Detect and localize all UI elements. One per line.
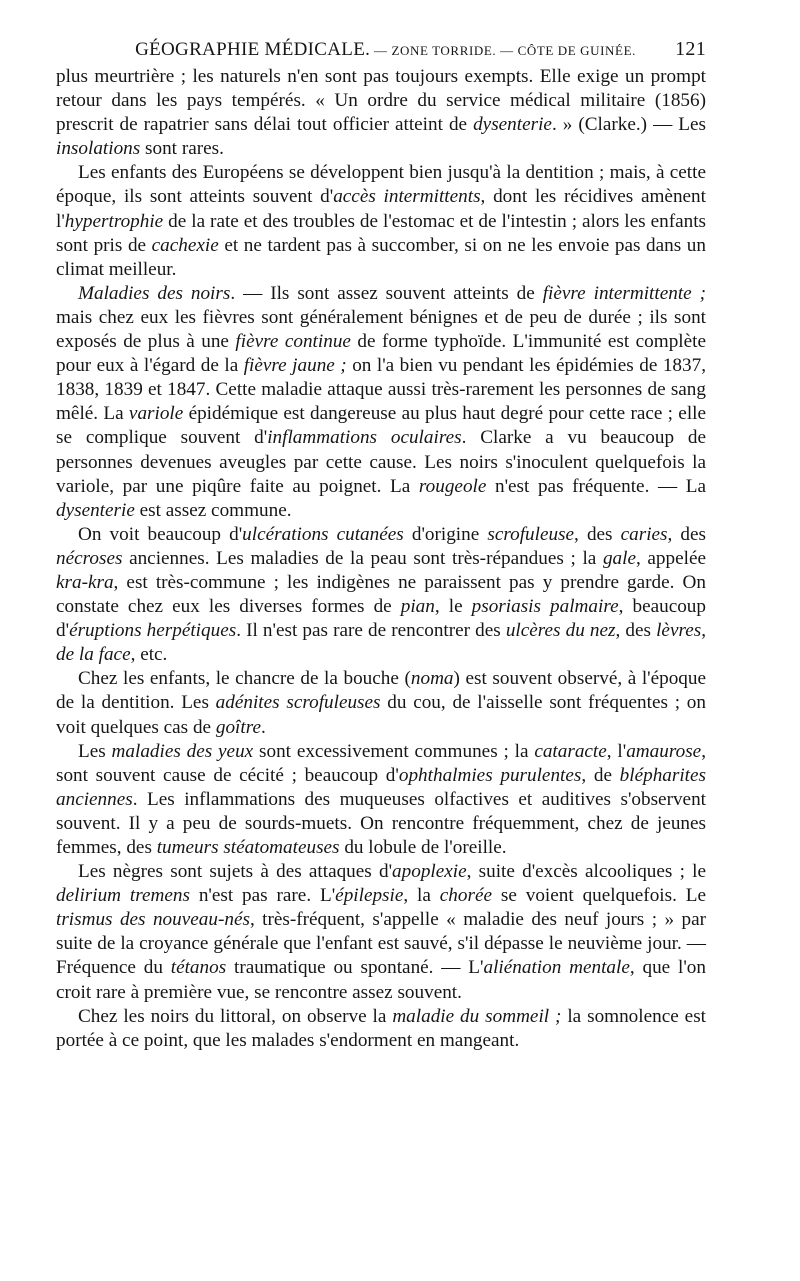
text-run: mais chez eux les fièvres sont généralement bénignes et de peu de durée ; ils sont exposés de plus à une — [56, 306, 706, 353]
body-text — [56, 65, 706, 1053]
text-run: Les nègres sont sujets à des attaques d' — [78, 861, 393, 883]
paragraph — [56, 161, 706, 281]
italic-term: ulcères du nez — [505, 620, 616, 642]
italic-term: dysenterie — [56, 499, 135, 521]
text-run: n'est pas fréquente. — La — [486, 475, 706, 497]
text-run: on l'a bien vu pendant les épidémies de 1837, 1838, 1839 et 1847. Cette maladie attaque aussi très-rarement les personnes de sang mêlé. La — [56, 355, 707, 425]
italic-term: aliénation mentale — [483, 957, 630, 979]
italic-term: amaurose — [626, 740, 702, 762]
text-run: , suite d'excès alcooliques ; le — [466, 861, 706, 883]
italic-term: ulcérations cutanées — [242, 523, 404, 545]
italic-term: kra-kra — [56, 571, 114, 593]
italic-term: blépharites anciennes — [56, 764, 706, 810]
text-run: , de — [581, 764, 620, 786]
text-run: d'origine — [403, 523, 488, 545]
running-title-left: GÉOGRAPHIE MÉDICALE. — [135, 39, 371, 60]
italic-term: insolations — [56, 138, 141, 160]
text-run: n'est pas rare. L' — [189, 885, 336, 907]
running-title — [56, 39, 675, 61]
italic-term: fièvre continue — [235, 331, 351, 353]
italic-term: maladies des yeux — [111, 740, 254, 762]
italic-term: noma — [410, 668, 454, 690]
text-run: du cou, de l'aisselle sont fréquentes ; on voit quelques cas de — [56, 692, 706, 738]
italic-term: nécroses — [56, 547, 123, 569]
text-run: , le — [434, 596, 472, 618]
text-run: . Clarke a vu beaucoup de personnes devenues aveugles par cette cause. Les noirs s'inoculent quelquefois la variole, par une piqûre faite au poignet. La — [56, 427, 706, 497]
page-number: 121 — [675, 38, 706, 60]
running-title-section: — ZONE TORRIDE. — CÔTE DE GUINÉE. — [370, 43, 636, 58]
text-run: et ne tardent pas à succomber, si on ne les envoie pas dans un climat meilleur. — [56, 234, 706, 280]
italic-term: lèvres — [656, 620, 702, 642]
text-run: sont excessivement communes ; la — [253, 740, 535, 762]
paragraph — [56, 282, 706, 523]
text-run: , des — [667, 523, 707, 545]
text-run: Les enfants des Européens se développent bien jusqu'à la dentition ; mais, à cette époque, ils sont atteints souvent d' — [56, 162, 706, 208]
text-run: , des — [615, 620, 657, 642]
italic-term: pian — [400, 596, 435, 618]
italic-term: apoplexie — [392, 861, 467, 883]
text-run: , appelée — [635, 547, 706, 569]
text-run: , très-fréquent, s'appelle « maladie des neuf jours ; » par suite de la croyance générale que l'enfant est sauvé, s'il dépasse le neuvième jour. — Fréquence du — [56, 909, 706, 979]
text-run: ) est souvent observé, à l'époque de la dentition. Les — [56, 668, 707, 714]
paragraph — [56, 65, 706, 161]
italic-term: scrofuleuse — [487, 523, 575, 545]
text-run: , des — [574, 523, 621, 545]
italic-term: tétanos — [170, 957, 227, 979]
text-run: . — Ils sont assez souvent atteints de — [230, 282, 543, 304]
text-run: la somnolence est portée à ce point, que les malades s'endorment en mangeant. — [56, 1005, 706, 1051]
text-run: plus meurtrière ; les naturels n'en sont pas toujours exempts. Elle exige un prompt retour dans les pays tempérés. « Un ordre du service médical militaire (1856) prescrit de rapatrier sans délai tout officier atteint de — [56, 66, 706, 136]
running-header — [56, 38, 706, 61]
text-run: sont rares. — [140, 138, 224, 160]
text-run: de la rate et des troubles de l'estomac et de l'intestin ; alors les enfants sont pris de — [56, 210, 706, 256]
italic-term: delirium tremens — [56, 885, 190, 907]
italic-term: cachexie — [151, 234, 219, 256]
text-run: anciennes. Les maladies de la peau sont très-répandues ; la — [122, 547, 603, 569]
italic-term: accès intermittents — [333, 186, 481, 208]
italic-term: maladie du sommeil ; — [392, 1005, 562, 1027]
text-run: , beaucoup d' — [56, 596, 706, 642]
text-run: On voit beaucoup d' — [78, 523, 243, 545]
italic-term: Maladies des noirs — [78, 282, 231, 304]
text-run: , que l'on croit rare à première vue, se rencontre assez souvent. — [56, 957, 706, 1003]
text-run: . Les inflammations des muqueuses olfactives et auditives s'observent souvent. Il y a peu de sourds-muets. On rencontre fréquemment, chez de jeunes femmes, des — [56, 788, 706, 858]
paragraph — [56, 667, 706, 739]
text-run: , dont les récidives amènent l' — [56, 186, 706, 232]
text-run: . » (Clarke.) — Les — [551, 114, 706, 136]
text-run: , — [701, 620, 706, 642]
italic-term: dysenterie — [473, 114, 552, 136]
text-run: . Il n'est pas rare de rencontrer des — [236, 620, 506, 642]
italic-term: goître — [215, 716, 261, 738]
text-run: Les — [78, 740, 112, 762]
text-run: Chez les enfants, le chancre de la bouche ( — [78, 668, 411, 690]
text-run: , est très-commune ; les indigènes ne paraissent pas y prendre garde. On constate chez eux les diverses formes de — [56, 571, 706, 618]
italic-term: caries — [620, 523, 668, 545]
italic-term: psoriasis palmaire — [471, 596, 619, 618]
text-run: , la — [403, 885, 440, 907]
italic-term: chorée — [439, 885, 492, 907]
italic-term: trismus des nouveau-nés — [56, 909, 250, 931]
italic-term: cataracte — [534, 740, 607, 762]
text-run: est assez commune. — [134, 499, 292, 521]
italic-term: éruptions herpétiques — [69, 620, 237, 642]
italic-term: de la face — [56, 644, 131, 666]
text-run: de forme typhoïde. L'immunité est complète pour eux à l'égard de la — [56, 331, 706, 377]
italic-term: rougeole — [418, 475, 487, 497]
paragraph — [56, 740, 706, 860]
italic-term: fièvre intermittente ; — [542, 282, 706, 304]
text-run: Chez les noirs du littoral, on observe la — [78, 1005, 393, 1027]
italic-term: gale — [602, 547, 636, 569]
text-run: traumatique ou spontané. — L' — [226, 957, 484, 979]
text-run: se voient quelquefois. Le — [492, 885, 706, 907]
italic-term: adénites scrofuleuses — [215, 692, 381, 714]
text-run: , sont souvent cause de cécité ; beaucoup d' — [56, 740, 706, 786]
text-run: . — [260, 716, 266, 738]
text-run: , etc. — [130, 644, 168, 666]
italic-term: hypertrophie — [64, 210, 164, 232]
italic-term: inflammations oculaires — [267, 427, 462, 449]
text-run: du lobule de l'oreille. — [339, 837, 507, 858]
text-run: épidémique est dangereuse au plus haut degré pour cette race ; elle se complique souvent d' — [56, 403, 706, 449]
text-run: , l' — [606, 740, 627, 762]
paragraph — [56, 1005, 706, 1053]
paragraph — [56, 860, 706, 1005]
italic-term: ophthalmies purulentes — [398, 764, 582, 786]
italic-term: tumeurs stéatomateuses — [156, 837, 340, 858]
italic-term: épilepsie — [335, 885, 404, 907]
italic-term: fièvre jaune ; — [243, 355, 347, 377]
paragraph — [56, 523, 706, 668]
italic-term: variole — [128, 403, 184, 425]
